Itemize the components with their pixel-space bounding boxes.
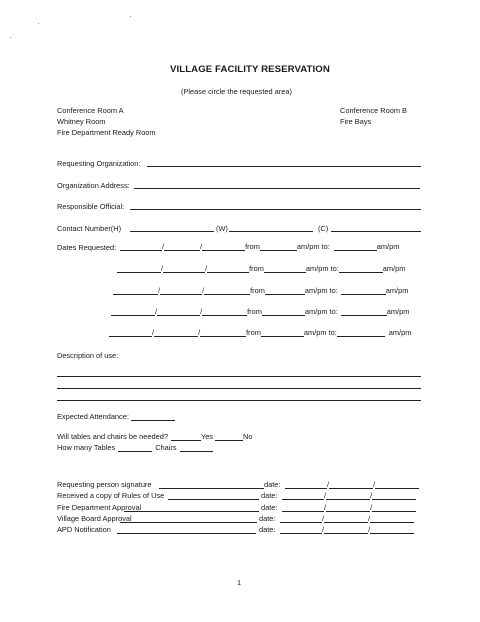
date-label: date: bbox=[261, 491, 278, 500]
approval-label: Fire Department Approval bbox=[57, 503, 142, 512]
date-slash: / bbox=[322, 525, 325, 534]
tables-question-row bbox=[57, 432, 252, 441]
date-month-field[interactable] bbox=[111, 307, 158, 316]
date-slash: / bbox=[200, 242, 203, 251]
approval-row bbox=[57, 480, 376, 489]
date-slash: / bbox=[162, 242, 165, 251]
from-label: from bbox=[245, 242, 260, 251]
scan-speck bbox=[38, 23, 39, 24]
approval-date-fields bbox=[285, 480, 419, 489]
date-month-field[interactable] bbox=[113, 286, 161, 295]
form-subtitle: (Please circle the requested area) bbox=[181, 87, 292, 96]
date-slash: / bbox=[324, 503, 327, 512]
approval-date-fields bbox=[280, 514, 414, 523]
description-label: Description of use: bbox=[57, 351, 119, 360]
contact-h-label: Contact Number(H) bbox=[57, 224, 122, 233]
date-slash: / bbox=[202, 286, 205, 295]
date-day-field[interactable] bbox=[160, 286, 205, 295]
time-to-field[interactable] bbox=[339, 264, 383, 273]
time-from-field[interactable] bbox=[264, 264, 306, 273]
approval-date-field[interactable] bbox=[326, 491, 373, 500]
no-field[interactable] bbox=[215, 432, 243, 441]
description-line[interactable] bbox=[57, 388, 421, 389]
contact-c-label: (C) bbox=[318, 224, 329, 233]
date-slash: / bbox=[370, 503, 373, 512]
yes-field[interactable] bbox=[171, 432, 201, 441]
signature-field[interactable] bbox=[159, 480, 264, 489]
approval-label: APD Notification bbox=[57, 525, 111, 534]
from-label: from bbox=[249, 264, 264, 273]
approval-date-field[interactable] bbox=[282, 503, 327, 512]
date-day-field[interactable] bbox=[154, 328, 201, 337]
date-row bbox=[111, 307, 409, 316]
scan-speck bbox=[130, 16, 131, 17]
approval-date-field[interactable] bbox=[324, 525, 371, 534]
ampm-to-label: am/pm to: bbox=[305, 264, 339, 273]
date-month-field[interactable] bbox=[120, 242, 165, 251]
approval-date-field[interactable] bbox=[375, 480, 419, 489]
date-year-field[interactable] bbox=[202, 242, 245, 251]
from-label: from bbox=[250, 286, 265, 295]
approval-date-field[interactable] bbox=[324, 514, 371, 523]
requesting-org-field[interactable] bbox=[147, 166, 421, 167]
ampm-to-label: am/pm to: bbox=[304, 286, 338, 295]
date-day-field[interactable] bbox=[164, 242, 203, 251]
scan-speck bbox=[10, 37, 11, 38]
time-to-field[interactable] bbox=[337, 328, 385, 337]
responsible-official-label: Responsible Official: bbox=[57, 202, 125, 211]
date-label: date: bbox=[259, 514, 276, 523]
form-title: VILLAGE FACILITY RESERVATION bbox=[170, 64, 330, 75]
date-slash: / bbox=[152, 328, 155, 337]
date-label: date: bbox=[261, 503, 278, 512]
dates-requested-label: Dates Requested: bbox=[57, 243, 117, 252]
date-slash: / bbox=[327, 480, 330, 489]
date-day-field[interactable] bbox=[157, 307, 203, 316]
date-row bbox=[113, 286, 408, 295]
approval-date-field[interactable] bbox=[372, 503, 416, 512]
from-label: from bbox=[246, 328, 261, 337]
room-option[interactable]: Fire Department Ready Room bbox=[57, 128, 156, 137]
description-line[interactable] bbox=[57, 400, 421, 401]
time-to-field[interactable] bbox=[341, 286, 386, 295]
contact-h-field[interactable] bbox=[130, 231, 214, 232]
date-slash: / bbox=[373, 480, 376, 489]
date-month-field[interactable] bbox=[117, 264, 164, 273]
ampm-label: am/pm bbox=[376, 242, 400, 251]
approval-date-field[interactable] bbox=[285, 480, 330, 489]
time-to-field[interactable] bbox=[341, 307, 387, 316]
approval-label: Requesting person signature bbox=[57, 480, 152, 489]
date-slash: / bbox=[205, 264, 208, 273]
date-slash: / bbox=[200, 307, 203, 316]
room-option[interactable]: Fire Bays bbox=[340, 117, 372, 126]
approval-date-field[interactable] bbox=[282, 491, 327, 500]
date-slash: / bbox=[161, 264, 164, 273]
signature-field[interactable] bbox=[120, 514, 257, 523]
tables-count-row bbox=[57, 443, 213, 452]
date-label: date: bbox=[264, 480, 281, 489]
date-slash: / bbox=[322, 514, 325, 523]
date-row bbox=[120, 242, 399, 251]
time-from-field[interactable] bbox=[265, 286, 305, 295]
date-slash: / bbox=[155, 307, 158, 316]
approval-date-field[interactable] bbox=[329, 480, 376, 489]
approval-label: Received a copy of Rules of Use bbox=[57, 491, 165, 500]
approval-date-field[interactable] bbox=[326, 503, 373, 512]
approval-date-fields bbox=[282, 491, 416, 500]
ampm-label: am/pm bbox=[382, 264, 406, 273]
org-address-field[interactable] bbox=[134, 188, 420, 189]
date-slash: / bbox=[198, 328, 201, 337]
approval-date-field[interactable] bbox=[372, 491, 416, 500]
signature-field[interactable] bbox=[124, 503, 259, 512]
room-option[interactable]: Conference Room A bbox=[57, 106, 124, 115]
time-from-field[interactable] bbox=[261, 328, 304, 337]
yes-label: Yes bbox=[200, 432, 213, 441]
date-slash: / bbox=[370, 491, 373, 500]
approval-date-field[interactable] bbox=[370, 525, 414, 534]
date-day-field[interactable] bbox=[163, 264, 208, 273]
date-year-field[interactable] bbox=[207, 264, 249, 273]
date-row bbox=[117, 264, 405, 273]
approval-row bbox=[57, 503, 373, 512]
time-from-field[interactable] bbox=[260, 242, 297, 251]
chairs-count-field[interactable] bbox=[180, 443, 213, 452]
approval-row bbox=[57, 514, 371, 523]
approval-date-field[interactable] bbox=[280, 525, 325, 534]
approval-row bbox=[57, 525, 371, 534]
expected-attendance-label: Expected Attendance: bbox=[57, 412, 129, 421]
contact-w-label: (W) bbox=[216, 224, 228, 233]
ampm-to-label: am/pm to: bbox=[296, 242, 330, 251]
ampm-label: am/pm bbox=[388, 328, 412, 337]
ampm-to-label: am/pm to: bbox=[303, 328, 337, 337]
description-line[interactable] bbox=[57, 376, 421, 377]
date-slash: / bbox=[368, 525, 371, 534]
chairs-count-label: Chairs bbox=[155, 443, 177, 452]
date-slash: / bbox=[324, 491, 327, 500]
from-label: from bbox=[247, 307, 262, 316]
ampm-to-label: am/pm to: bbox=[304, 307, 338, 316]
date-year-field[interactable] bbox=[202, 307, 247, 316]
signature-field[interactable] bbox=[168, 491, 259, 500]
date-label: date: bbox=[259, 525, 276, 534]
tables-count-field[interactable] bbox=[118, 443, 152, 452]
expected-attendance-row bbox=[57, 412, 175, 421]
ampm-label: am/pm bbox=[386, 307, 410, 316]
contact-w-field[interactable] bbox=[229, 231, 313, 232]
responsible-official-field[interactable] bbox=[130, 209, 421, 210]
no-label: No bbox=[243, 432, 253, 441]
approval-date-field[interactable] bbox=[370, 514, 414, 523]
approval-label: Village Board Approval bbox=[57, 514, 132, 523]
time-from-field[interactable] bbox=[262, 307, 305, 316]
date-year-field[interactable] bbox=[204, 286, 250, 295]
date-month-field[interactable] bbox=[109, 328, 155, 337]
room-option[interactable]: Whitney Room bbox=[57, 117, 106, 126]
tables-question-label: Will tables and chairs be needed? bbox=[57, 432, 168, 441]
approval-date-field[interactable] bbox=[280, 514, 325, 523]
approval-date-fields bbox=[280, 525, 414, 534]
requesting-org-label: Requesting Organization: bbox=[57, 159, 141, 168]
tables-count-label: How many Tables bbox=[57, 443, 116, 452]
approval-row bbox=[57, 491, 373, 500]
contact-c-field[interactable] bbox=[331, 231, 421, 232]
time-to-field[interactable] bbox=[334, 242, 377, 251]
date-row bbox=[109, 328, 411, 337]
date-slash: / bbox=[158, 286, 161, 295]
signature-field[interactable] bbox=[117, 525, 256, 534]
expected-attendance-field[interactable] bbox=[131, 412, 175, 421]
org-address-label: Organization Address: bbox=[57, 181, 130, 190]
approval-date-fields bbox=[282, 503, 416, 512]
room-option[interactable]: Conference Room B bbox=[340, 106, 407, 115]
date-slash: / bbox=[368, 514, 371, 523]
date-year-field[interactable] bbox=[200, 328, 246, 337]
ampm-label: am/pm bbox=[385, 286, 409, 295]
page-number: 1 bbox=[237, 578, 242, 587]
